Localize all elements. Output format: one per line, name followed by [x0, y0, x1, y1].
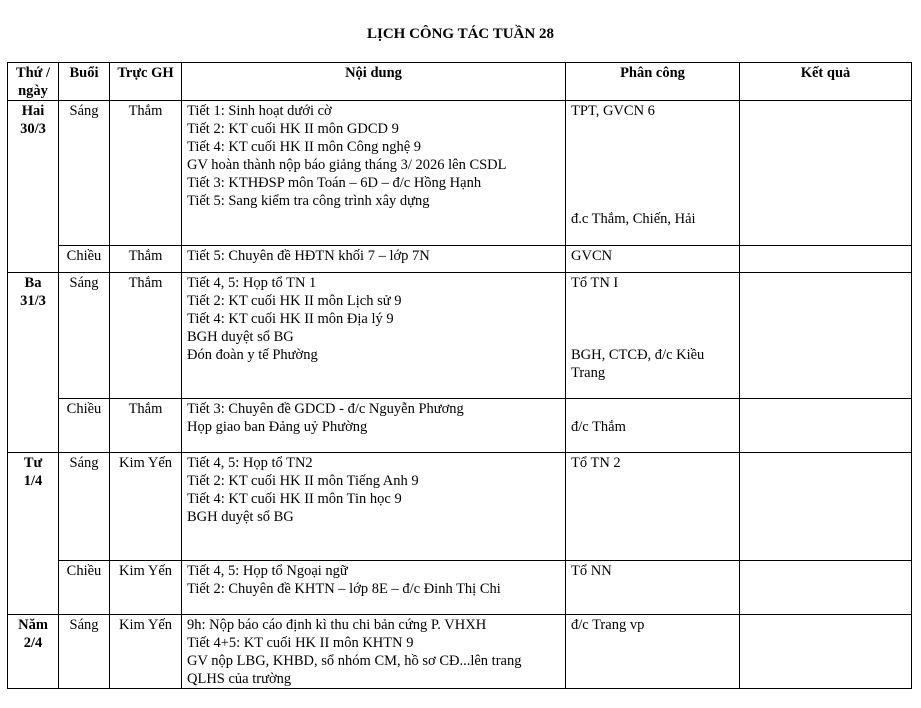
session-cell: Sáng — [59, 453, 110, 561]
content-cell — [182, 453, 566, 561]
result-cell — [740, 561, 912, 615]
header-noi-dung: Nội dung — [182, 63, 566, 101]
result-cell — [740, 453, 912, 561]
assignment-cell — [566, 273, 740, 399]
table-row — [8, 561, 912, 615]
assignment-line: đ/c Trang vp — [571, 617, 645, 633]
content-line: QLHS của trường — [187, 671, 292, 687]
duty-cell: Thắm — [110, 399, 182, 453]
table-row — [8, 453, 912, 561]
day-name: Hai — [21, 103, 45, 119]
result-cell — [740, 273, 912, 399]
day-date: 31/3 — [20, 293, 46, 309]
duty-cell: Kim Yến — [110, 453, 182, 561]
assignment-cell — [566, 453, 740, 561]
content-line: Tiết 1: Sinh hoạt dưới cờ — [187, 103, 332, 119]
duty-cell: Thắm — [110, 246, 182, 273]
session-cell: Sáng — [59, 615, 110, 689]
content-line: Đón đoàn y tế Phường — [187, 347, 318, 363]
session-cell: Chiều — [59, 246, 110, 273]
content-line: Họp giao ban Đảng uỷ Phường — [187, 419, 368, 435]
content-cell — [182, 615, 566, 689]
duty-cell: Thắm — [110, 273, 182, 399]
assignment-line: Trang — [571, 365, 606, 381]
content-line: Tiết 3: KTHĐSP môn Toán – 6D – đ/c Hồng Hạnh — [187, 175, 482, 191]
content-line: GV hoàn thành nộp báo giảng tháng 3/ 2026 lên CSDL — [187, 157, 507, 173]
page-title: LỊCH CÔNG TÁC TUẦN 28 — [367, 26, 554, 42]
result-cell — [740, 615, 912, 689]
table-row — [8, 246, 912, 273]
content-line: Tiết 5: Sang kiểm tra công trình xây dựng — [187, 193, 430, 209]
table-row — [8, 273, 912, 399]
day-name: Tư — [23, 455, 43, 471]
assignment-cell — [566, 101, 740, 246]
content-cell — [182, 399, 566, 453]
content-line: BGH duyệt sổ BG — [187, 509, 294, 525]
assignment-cell — [566, 399, 740, 453]
content-cell — [182, 273, 566, 399]
session-cell: Sáng — [59, 273, 110, 399]
content-line: Tiết 4, 5: Họp tổ TN 1 — [187, 275, 317, 291]
content-line: Tiết 4, 5: Họp tổ TN2 — [187, 455, 313, 471]
day-date: 30/3 — [20, 121, 46, 137]
table-row — [8, 101, 912, 246]
day-cell — [8, 273, 59, 453]
day-cell — [8, 101, 59, 273]
assignment-line: Tổ NN — [571, 563, 612, 579]
content-line: BGH duyệt sổ BG — [187, 329, 294, 345]
content-line: Tiết 4: KT cuối HK II môn Địa lý 9 — [187, 311, 394, 327]
result-cell — [740, 246, 912, 273]
content-line: GV nộp LBG, KHBD, sổ nhóm CM, hồ sơ CĐ...lên trang — [187, 653, 522, 669]
header-truc: Trực GH — [110, 63, 182, 101]
content-line: Tiết 4+5: KT cuối HK II môn KHTN 9 — [187, 635, 414, 651]
content-line: Tiết 5: Chuyên đề HĐTN khối 7 – lớp 7N — [187, 248, 430, 264]
content-cell — [182, 561, 566, 615]
assignment-cell — [566, 561, 740, 615]
content-line: Tiết 4: KT cuối HK II môn Tin học 9 — [187, 491, 402, 507]
assignment-line: Tổ TN 2 — [571, 455, 621, 471]
duty-cell: Kim Yến — [110, 561, 182, 615]
duty-cell: Kim Yến — [110, 615, 182, 689]
header-thu-ngay: Thứ / ngày — [8, 63, 59, 101]
assignment-cell — [566, 615, 740, 689]
assignment-line: đ/c Thắm — [571, 419, 626, 435]
session-cell: Sáng — [59, 101, 110, 246]
schedule-table — [7, 62, 912, 689]
header-phan-cong: Phân công — [566, 63, 740, 101]
content-line: 9h: Nộp báo cáo định kì thu chi bản cứng P. VHXH — [187, 617, 487, 633]
header-row — [8, 63, 912, 101]
header-buoi: Buổi — [59, 63, 110, 101]
session-cell: Chiều — [59, 561, 110, 615]
session-cell: Chiều — [59, 399, 110, 453]
content-line: Tiết 2: KT cuối HK II môn GDCD 9 — [187, 121, 399, 137]
content-line: Tiết 4: KT cuối HK II môn Công nghệ 9 — [187, 139, 422, 155]
day-date: 1/4 — [23, 473, 43, 489]
day-cell — [8, 453, 59, 615]
assignment-line: TPT, GVCN 6 — [571, 103, 655, 119]
assignment-line: Tổ TN I — [571, 275, 619, 291]
content-line: Tiết 2: KT cuối HK II môn Tiếng Anh 9 — [187, 473, 419, 489]
day-name: Năm — [18, 617, 48, 633]
assignment-line: BGH, CTCĐ, đ/c Kiều — [571, 347, 705, 363]
assignment-cell — [566, 246, 740, 273]
day-name: Ba — [24, 275, 42, 291]
content-line: Tiết 3: Chuyên đề GDCD - đ/c Nguyễn Phương — [187, 401, 464, 417]
table-row — [8, 615, 912, 689]
assignment-line: đ.c Thắm, Chiến, Hải — [571, 211, 696, 227]
duty-cell: Thắm — [110, 101, 182, 246]
result-cell — [740, 399, 912, 453]
day-cell — [8, 615, 59, 689]
result-cell — [740, 101, 912, 246]
day-date: 2/4 — [23, 635, 43, 651]
table-row — [8, 399, 912, 453]
content-cell — [182, 101, 566, 246]
assignment-line: GVCN — [571, 248, 613, 264]
content-line: Tiết 4, 5: Họp tổ Ngoại ngữ — [187, 563, 348, 579]
header-ket-qua: Kết quả — [740, 63, 912, 101]
content-line: Tiết 2: Chuyên đề KHTN – lớp 8E – đ/c Đinh Thị Chi — [187, 581, 501, 597]
content-cell — [182, 246, 566, 273]
content-line: Tiết 2: KT cuối HK II môn Lịch sử 9 — [187, 293, 402, 309]
